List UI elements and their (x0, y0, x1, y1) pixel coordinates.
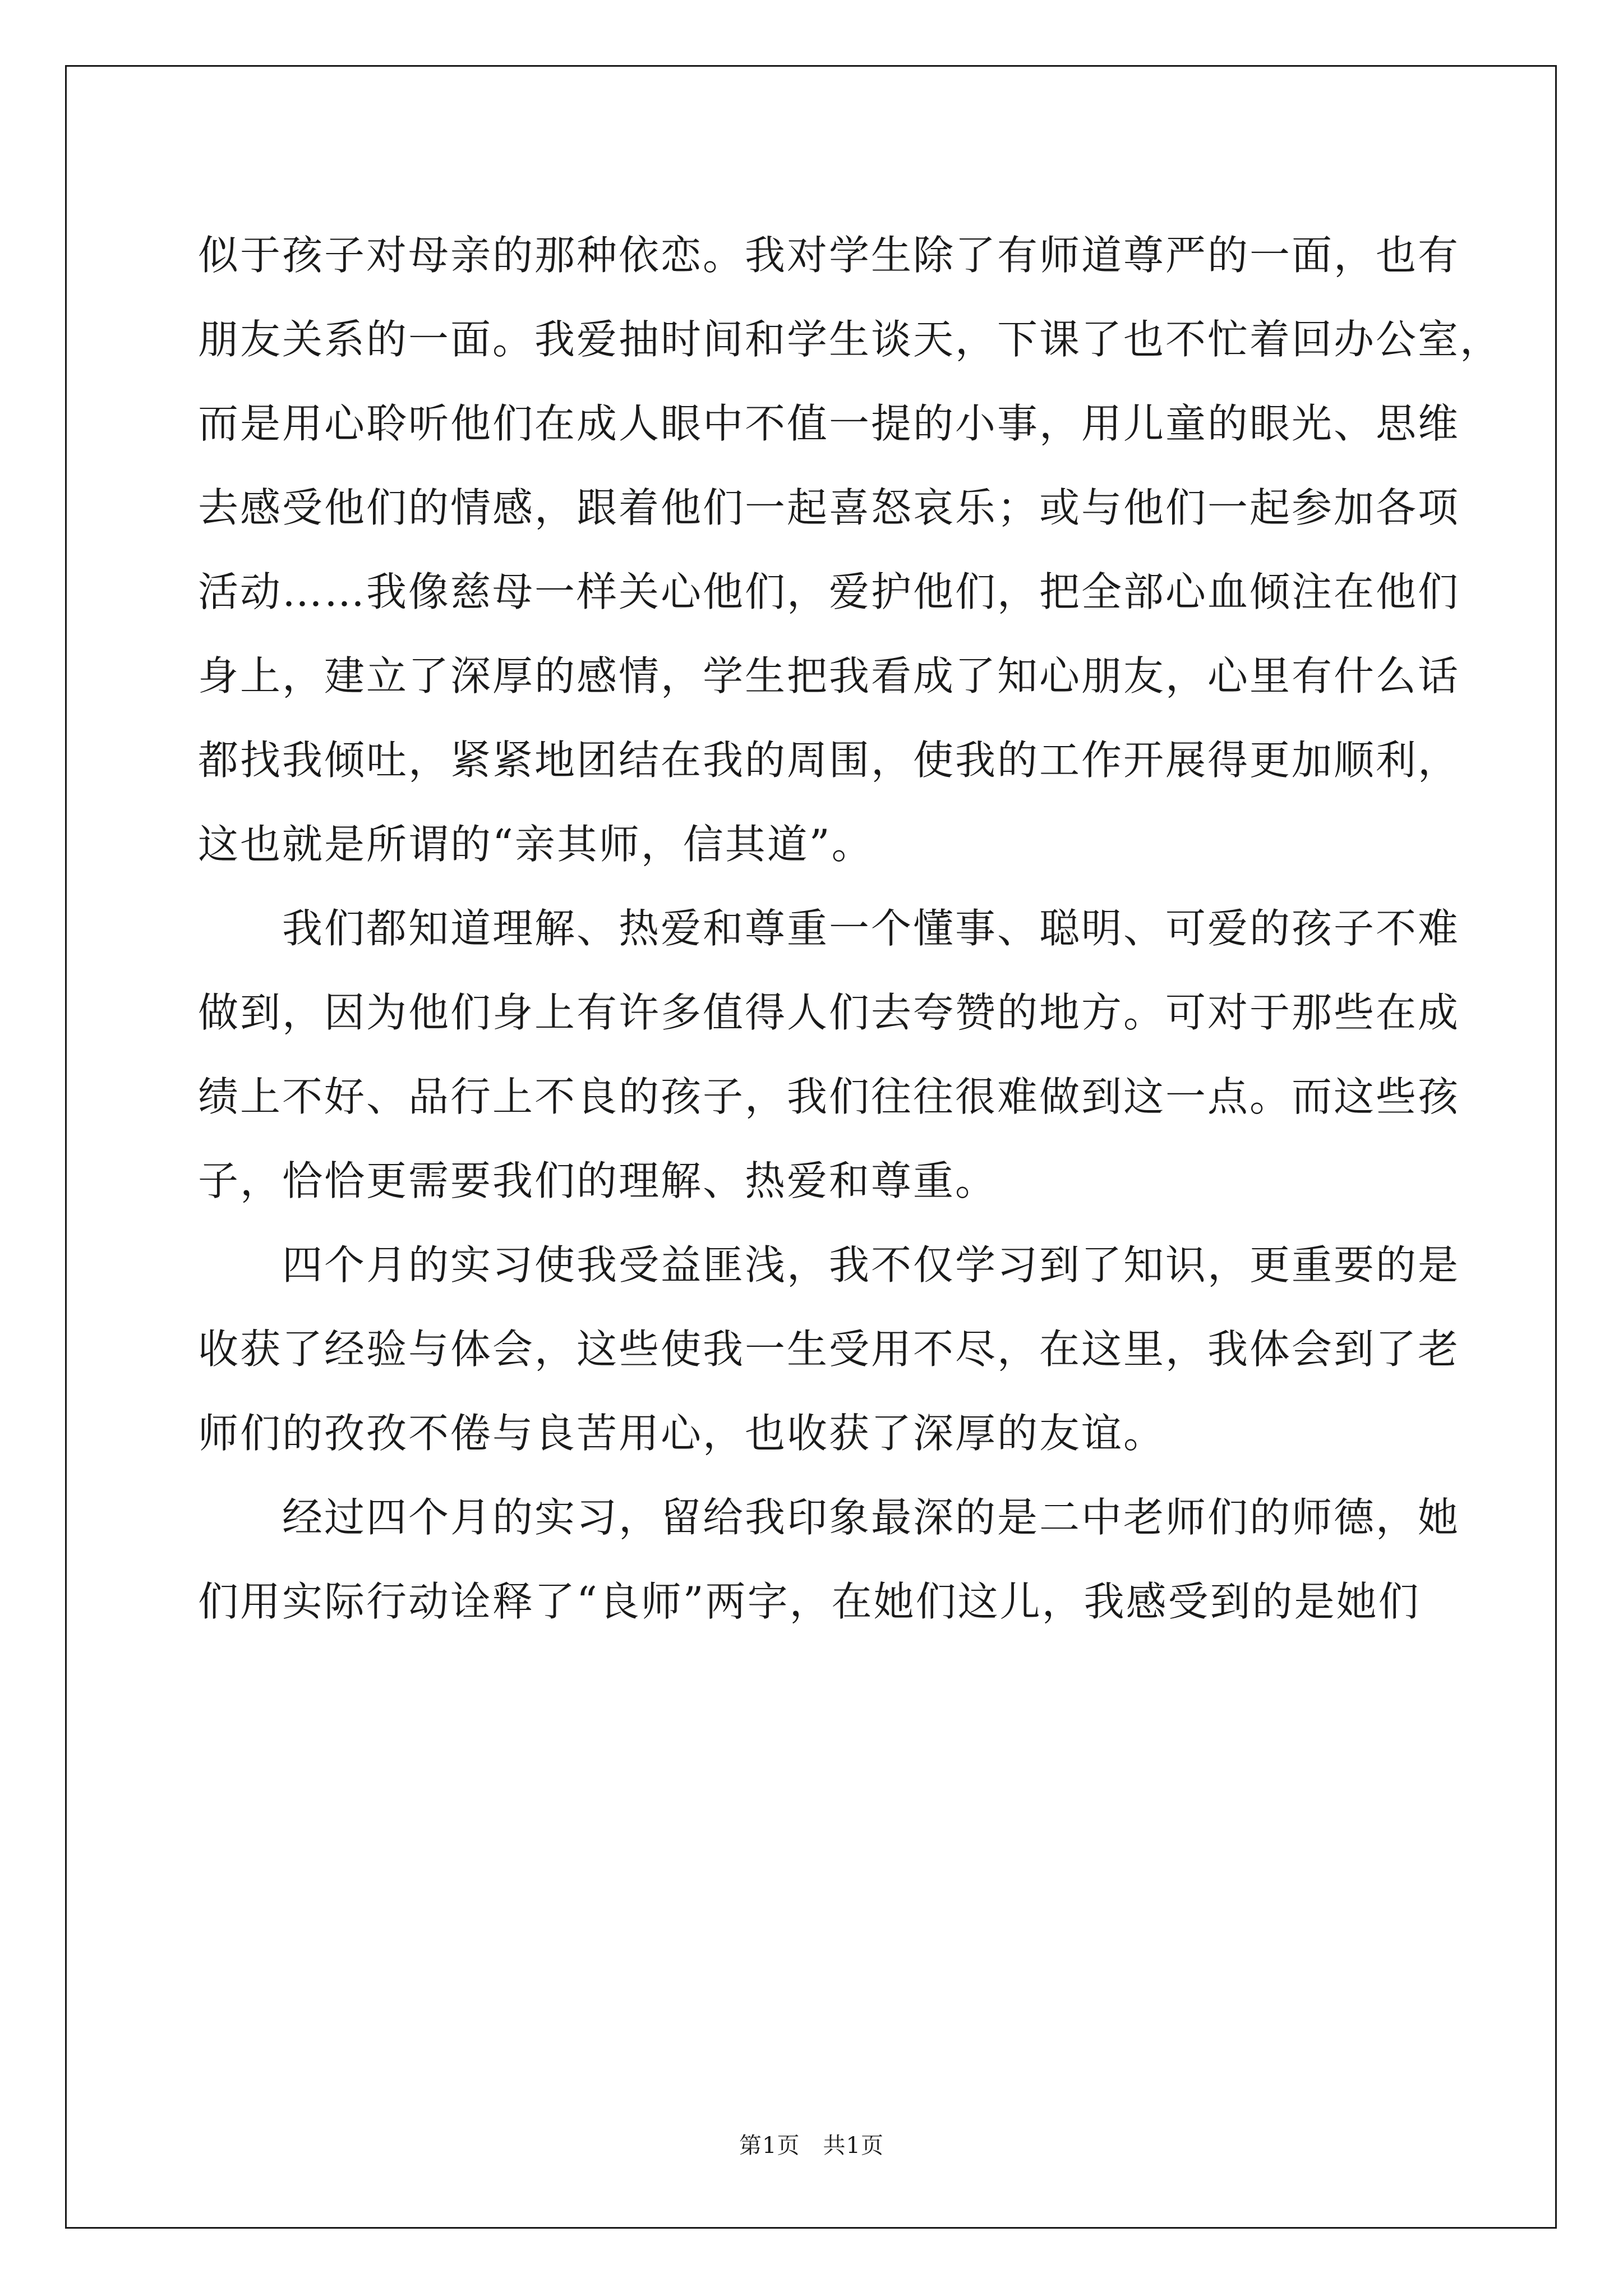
text-line: 去感受他们的情感，跟着他们一起喜怒哀乐；或与他们一起参加各项 (198, 484, 1460, 531)
paragraph-first-line: 我们都知道理解、热爱和尊重一个懂事、聪明、可爱的孩子不难 (282, 905, 1460, 952)
text-line: 做到，因为他们身上有许多值得人们去夸赞的地方。可对于那些在成 (198, 989, 1460, 1036)
text-line: 而是用心聆听他们在成人眼中不值一提的小事，用儿童的眼光、思维 (198, 400, 1460, 447)
page-number-footer: 第1页 共1页 (739, 2133, 884, 2159)
text-line: 似于孩子对母亲的那种依恋。我对学生除了有师道尊严的一面，也有 (198, 232, 1460, 279)
paragraph-first-line: 四个月的实习使我受益匪浅，我不仅学习到了知识，更重要的是 (282, 1241, 1460, 1289)
document-body (198, 213, 1502, 1644)
text-line: 们用实际行动诠释了“良师”两字，在她们这儿，我感受到的是她们 (198, 1578, 1421, 1625)
text-line: 活动……我像慈母一样关心他们，爱护他们，把全部心血倾注在他们 (198, 568, 1460, 615)
text-line: 身上，建立了深厚的感情，学生把我看成了知心朋友，心里有什么话 (198, 652, 1460, 700)
text-line: 绩上不好、品行上不良的孩子，我们往往很难做到这一点。而这些孩 (198, 1073, 1460, 1120)
text-line: 师们的孜孜不倦与良苦用心，也收获了深厚的友谊。 (198, 1410, 1166, 1457)
text-line: 朋友关系的一面。我爱抽时间和学生谈天，下课了也不忙着回办公室， (198, 316, 1502, 363)
text-line: 收获了经验与体会，这些使我一生受用不尽，在这里，我体会到了老 (198, 1326, 1460, 1373)
paragraph-first-line: 经过四个月的实习，留给我印象最深的是二中老师们的师德，她 (282, 1494, 1460, 1541)
text-line: 这也就是所谓的“亲其师，信其道”。 (198, 821, 874, 868)
text-line: 子，恰恰更需要我们的理解、热爱和尊重。 (198, 1157, 998, 1204)
text-line: 都找我倾吐，紧紧地团结在我的周围，使我的工作开展得更加顺利， (198, 737, 1460, 784)
